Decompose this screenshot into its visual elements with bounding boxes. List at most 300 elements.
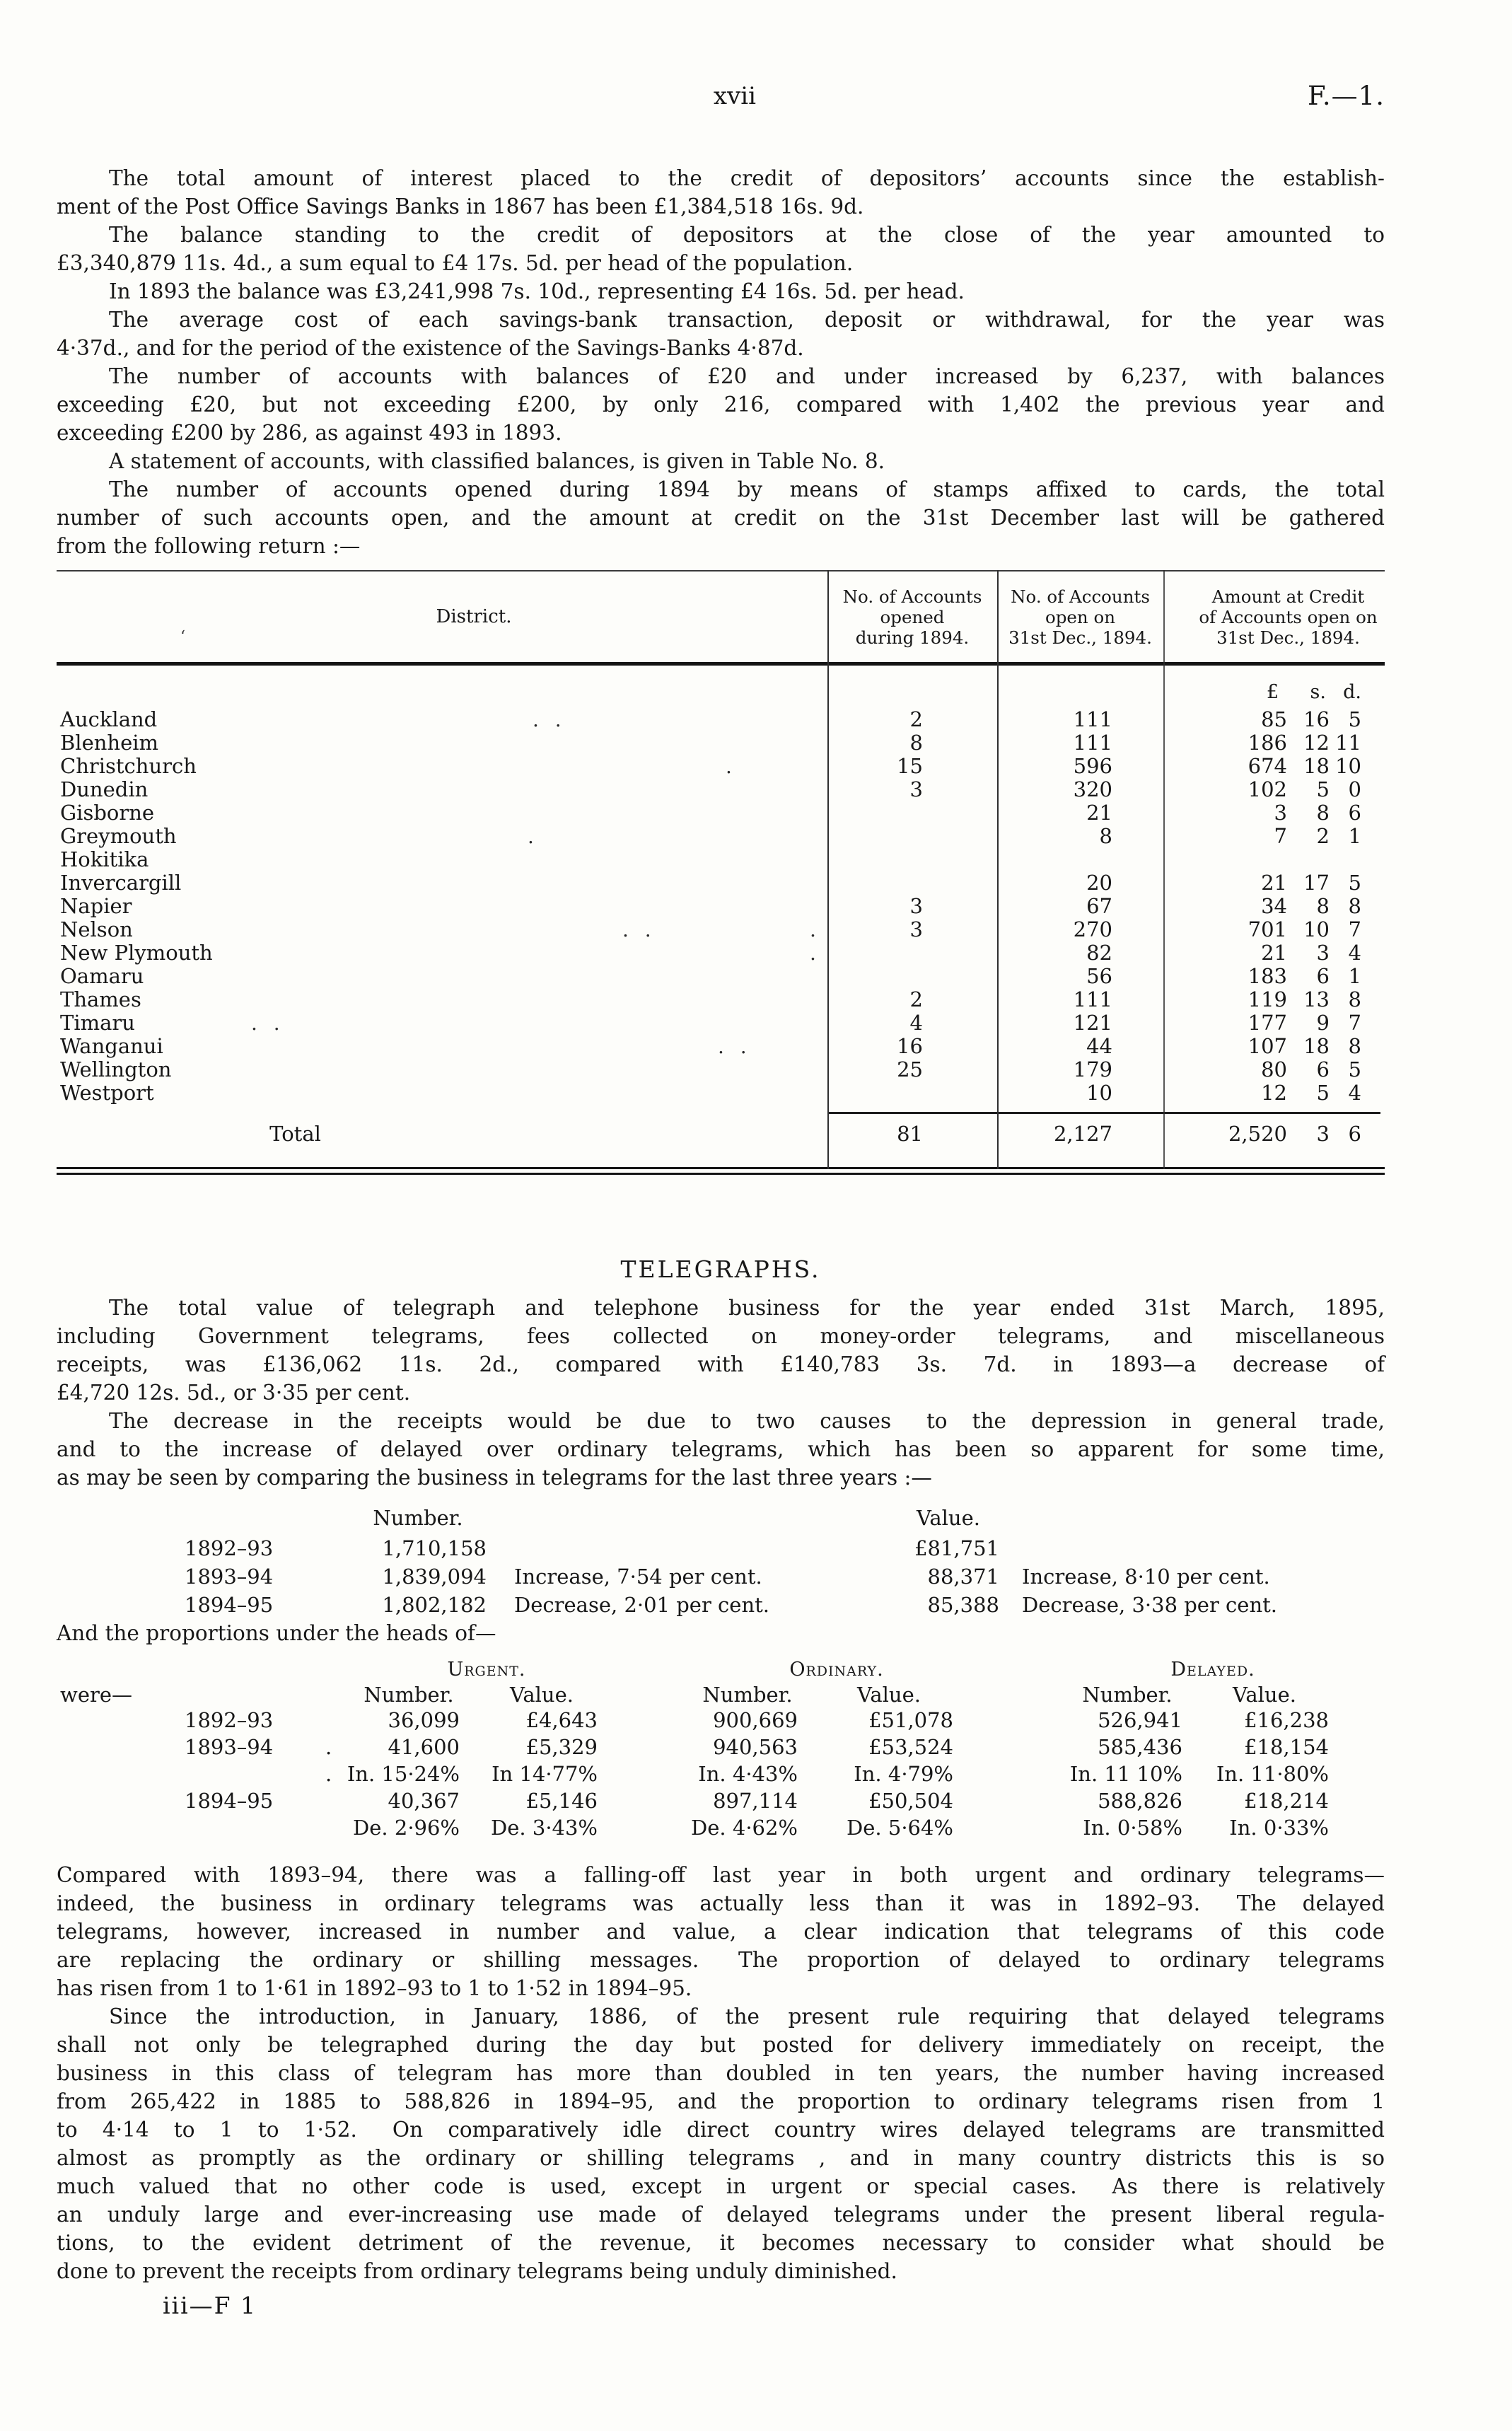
accounts-open-cell: [997, 848, 1163, 871]
text-line: business in this class of telegram has more than doubled in ten years, the number having increased: [57, 2061, 1385, 2085]
text-line: exceeding £200 by 286, as against 493 in 1893.: [57, 421, 562, 445]
leader-dots: . .: [533, 708, 566, 731]
table-row: [57, 895, 1385, 918]
number-header: Number.: [1082, 1683, 1173, 1707]
text-line: The number of accounts opened during 1894 by means of stamps affixed to cards, the total: [109, 477, 1385, 501]
accounts-opened-cell: [827, 941, 997, 965]
total-opened: 81: [897, 1122, 923, 1146]
district-cell: [57, 778, 827, 801]
value-amount: 85,388: [927, 1593, 999, 1617]
paragraph: [57, 475, 1385, 560]
text-line: number of such accounts open, and the amount at credit on the 31st December last will be gathered: [57, 506, 1385, 530]
year-label: 1894–95: [185, 1593, 274, 1617]
amount-cell: [1163, 871, 1385, 895]
district-name: Timaru: [60, 1011, 135, 1035]
delayed-value: £16,238: [1244, 1708, 1329, 1732]
three-year-row: [57, 1591, 1385, 1619]
pence-value: 7: [1348, 917, 1361, 941]
ordinary-value: £50,504: [868, 1789, 953, 1813]
urgent-value: £5,146: [525, 1789, 598, 1813]
year-label: [57, 1707, 339, 1734]
pence-value: 4: [1348, 1081, 1361, 1105]
year-label: [57, 1734, 339, 1786]
district-cell: [57, 1081, 827, 1105]
amount-cell: [1163, 895, 1385, 918]
urgent-value: De. 3·43%: [491, 1816, 598, 1840]
text-line: Since the introduction, in January, 1886, of the present rule requiring that delayed telegrams: [109, 2004, 1385, 2029]
proportions-row: [57, 1707, 1385, 1734]
accounts-open-cell: 270: [1073, 917, 1112, 941]
paragraph: [57, 164, 1385, 221]
text-line: The total value of telegraph and telephone business for the year ended 31st March, 1895,: [109, 1296, 1385, 1320]
urgent-number: 40,367: [388, 1789, 460, 1813]
header-line: open on: [1045, 606, 1116, 627]
three-year-table: [57, 1506, 1385, 1619]
currency-header-row: [57, 666, 1385, 708]
district-name: New Plymouth: [60, 941, 213, 965]
accounts-open-cell: 111: [1073, 707, 1112, 731]
three-year-row: [57, 1562, 1385, 1591]
proportions-row: [57, 1787, 1385, 1814]
proportions-sub-headers: [57, 1683, 1385, 1707]
urgent-value: In 14·77%: [492, 1762, 598, 1786]
paragraph: [57, 1294, 1385, 1407]
shillings-value: 5: [1316, 1081, 1330, 1105]
district-cell: [57, 895, 827, 918]
district-name: Napier: [60, 894, 132, 918]
stray-mark: ‘: [180, 627, 185, 646]
proportions-body: [57, 1707, 1385, 1841]
pence-value: 0: [1348, 777, 1361, 801]
district-cell: [57, 871, 827, 895]
shillings-value: 5: [1316, 777, 1330, 801]
proportions-group-headers: [57, 1659, 1385, 1683]
accounts-opened-cell: 25: [897, 1057, 923, 1081]
pounds-value: 674: [1248, 754, 1287, 778]
text-line: indeed, the business in ordinary telegrams was actually less than it was in 1892–93. The delayed: [57, 1891, 1385, 1915]
district-name: Wanganui: [60, 1034, 163, 1058]
delayed-number: 585,436: [1098, 1735, 1182, 1759]
value-header: Value.: [1233, 1683, 1296, 1707]
table-row: [57, 1081, 1385, 1105]
page-header: [57, 82, 1385, 119]
urgent-number: 41,600: [388, 1735, 460, 1759]
three-year-body: [57, 1534, 1385, 1619]
delayed-value: In. 0·33%: [1229, 1816, 1329, 1840]
table-row: [57, 708, 1385, 731]
shillings-value: 9: [1316, 1011, 1330, 1035]
ordinary-number: 900,669: [713, 1708, 798, 1732]
text-line: from 265,422 in 1885 to 588,826 in 1894–95, and the proportion to ordinary telegrams risen from 1: [57, 2089, 1385, 2113]
leader-dots: . .: [325, 1735, 337, 1786]
accounts-open-cell: 8: [1099, 824, 1112, 848]
telegraphs-paragraphs: [57, 1294, 1385, 1492]
amount-cell: [1163, 731, 1385, 755]
number-value: 1,839,094: [382, 1565, 487, 1589]
three-year-row: [57, 1534, 1385, 1562]
intro-paragraphs: [57, 164, 1385, 560]
leader-dots: . .: [251, 1011, 285, 1035]
table-row: [57, 1035, 1385, 1058]
accounts-opened-cell: 8: [909, 731, 923, 755]
text-line: In 1893 the balance was £3,241,998 7s. 10d., representing £4 16s. 5d. per head.: [109, 279, 965, 303]
text-line: and to the increase of delayed over ordinary telegrams, which has been so apparent for some time,: [57, 1437, 1385, 1461]
district-cell: [57, 988, 827, 1011]
pence-value: 6: [1348, 1122, 1361, 1146]
text-line: much valued that no other code is used, except in urgent or special cases. As there is relatively: [57, 2174, 1385, 2198]
text-line: shall not only be telegraphed during the day but posted for delivery immediately on receipt, the: [57, 2033, 1385, 2057]
text-line: The total amount of interest placed to the credit of depositors’ accounts since the establish-: [109, 166, 1385, 190]
pounds-value: 177: [1248, 1011, 1287, 1035]
proportions-row: [57, 1814, 1385, 1841]
paragraph: [57, 277, 1385, 306]
table-row: [57, 755, 1385, 778]
district-name: Wellington: [60, 1057, 172, 1081]
district-name: Invercargill: [60, 871, 182, 895]
pence-value: 11: [1335, 731, 1361, 755]
page-number: xvii: [713, 82, 757, 110]
ordinary-value: In. 4·79%: [854, 1762, 953, 1786]
proportions-row: [57, 1760, 1385, 1787]
table-row: [57, 965, 1385, 988]
year-text: 1892–93: [185, 1708, 274, 1732]
shillings-value: [1287, 848, 1330, 871]
accounts-open-cell: 21: [1086, 801, 1112, 825]
accounts-opened-cell: 15: [897, 754, 923, 778]
table-row: [57, 988, 1385, 1011]
delayed-value: In. 11·80%: [1216, 1762, 1329, 1786]
ordinary-number: 940,563: [713, 1735, 798, 1759]
accounts-open-cell: 82: [1086, 941, 1112, 965]
district-cell: [57, 965, 827, 988]
text-line: from the following return :—: [57, 534, 361, 558]
table-row: [57, 801, 1385, 825]
amount-cell: [1163, 801, 1385, 825]
column-header-amount: [1163, 586, 1385, 648]
value-note: Decrease, 3·38 per cent.: [1022, 1593, 1277, 1617]
text-line: The decrease in the receipts would be due to two causes to the depression in general trade,: [109, 1409, 1385, 1433]
pounds-value: 21: [1261, 941, 1287, 965]
ordinary-number: In. 4·43%: [698, 1762, 798, 1786]
ordinary-value: De. 5·64%: [847, 1816, 953, 1840]
table-row: [57, 941, 1385, 965]
ordinary-number: 897,114: [713, 1789, 798, 1813]
shillings-value: 13: [1303, 987, 1330, 1011]
table-row: [57, 871, 1385, 895]
number-note: Increase, 7·54 per cent.: [514, 1565, 762, 1589]
total-open: 2,127: [1053, 1122, 1112, 1146]
pence-value: 1: [1348, 964, 1361, 988]
accounts-opened-cell: 3: [909, 777, 923, 801]
shillings-value: 3: [1316, 941, 1330, 965]
total-separator-rule: [827, 1112, 1380, 1114]
text-line: 4·37d., and for the period of the existence of the Savings-Banks 4·87d.: [57, 336, 804, 360]
accounts-open-cell: 20: [1086, 871, 1112, 895]
leader-dots: .: [528, 825, 539, 848]
shillings-value: 12: [1303, 731, 1330, 755]
shillings-value: 8: [1316, 801, 1330, 825]
header-line: opened: [880, 606, 945, 627]
text-line: exceeding £20, but not exceeding £200, by only 216, compared with 1,402 the previous year and: [57, 393, 1385, 417]
pounds-header: £: [1266, 681, 1279, 703]
amount-cell: [1163, 941, 1385, 965]
pence-value: 5: [1348, 707, 1361, 731]
accounts-open-cell: 67: [1086, 894, 1112, 918]
doc-reference: F.—1.: [1308, 81, 1385, 111]
pence-value: 6: [1348, 801, 1361, 825]
pounds-value: 21: [1261, 871, 1287, 895]
accounts-open-cell: 44: [1086, 1034, 1112, 1058]
district-cell: [57, 731, 827, 755]
district-cell: [57, 755, 827, 778]
pounds-value: 701: [1248, 917, 1287, 941]
proportions-table: [57, 1659, 1385, 1841]
accounts-opened-cell: 2: [909, 707, 923, 731]
amount-cell: [1163, 708, 1385, 731]
accounts-open-cell: 10: [1086, 1081, 1112, 1105]
accounts-opened-cell: 3: [909, 917, 923, 941]
leader-dots: . .: [718, 1035, 752, 1058]
delayed-number: 588,826: [1098, 1789, 1182, 1813]
shillings-value: 16: [1303, 707, 1330, 731]
accounts-opened-cell: 4: [909, 1011, 923, 1035]
pence-value: 8: [1348, 987, 1361, 1011]
paragraph: [57, 2002, 1385, 2285]
pounds-value: 102: [1248, 777, 1287, 801]
paragraph: [57, 306, 1385, 362]
number-value: 1,710,158: [382, 1536, 487, 1560]
district-name: Gisborne: [60, 801, 155, 825]
pence-value: [1330, 848, 1361, 871]
shillings-value: 6: [1316, 1057, 1330, 1081]
district-name: Blenheim: [60, 731, 159, 755]
pounds-value: [1163, 848, 1287, 871]
year-label: [57, 1760, 339, 1787]
pounds-value: 186: [1248, 731, 1287, 755]
ordinary-value: £51,078: [868, 1708, 953, 1732]
urgent-number: De. 2·96%: [353, 1816, 460, 1840]
header-line: 31st Dec., 1894.: [1008, 627, 1152, 648]
section-heading-telegraphs: TELEGRAPHS.: [620, 1255, 821, 1283]
accounts-open-cell: 56: [1086, 964, 1112, 988]
amount-cell: [1163, 778, 1385, 801]
delayed-value: £18,214: [1244, 1789, 1329, 1813]
paragraph: [57, 447, 1385, 475]
leader-dots: . .: [810, 918, 821, 965]
amount-cell: [1163, 848, 1385, 871]
footer-signature: iii—F 1: [163, 2292, 257, 2319]
leader-dots: .: [726, 755, 737, 778]
year-label: [57, 1814, 339, 1841]
text-line: The average cost of each savings-bank transaction, deposit or withdrawal, for the year was: [109, 308, 1385, 332]
ordinary-value: £53,524: [868, 1735, 953, 1759]
district-name: Greymouth: [60, 824, 177, 848]
shillings-value: 6: [1316, 964, 1330, 988]
table-body: [57, 708, 1385, 1105]
paragraph: [57, 221, 1385, 277]
shillings-header: s.: [1310, 681, 1326, 703]
shillings-value: 8: [1316, 894, 1330, 918]
pounds-value: 119: [1248, 987, 1287, 1011]
pence-value: 1: [1348, 824, 1361, 848]
pounds-value: 80: [1261, 1057, 1287, 1081]
column-header-opened: [827, 586, 997, 648]
accounts-open-cell: 320: [1073, 777, 1112, 801]
amount-cell: [1163, 918, 1385, 941]
text-line: telegrams, however, increased in number and value, a clear indication that telegrams of this code: [57, 1920, 1385, 1944]
value-header: Value.: [510, 1683, 574, 1707]
accounts-opened-cell: [827, 965, 997, 988]
year-label: 1893–94: [185, 1565, 274, 1589]
amount-cell: [1163, 755, 1385, 778]
district-name: Dunedin: [60, 777, 149, 801]
table-vertical-rule: [1163, 570, 1165, 1169]
paragraph: [57, 1861, 1385, 2002]
district-name: Oamaru: [60, 964, 144, 988]
accounts-opened-cell: [827, 871, 997, 895]
value-amount: £81,751: [914, 1536, 999, 1560]
pounds-value: 85: [1261, 707, 1287, 731]
number-header: Number.: [364, 1683, 454, 1707]
urgent-number: In. 15·24%: [347, 1762, 460, 1786]
group-header-ordinary: Ordinary.: [789, 1659, 884, 1681]
column-header-open: [997, 586, 1163, 648]
accounts-open-cell: 121: [1073, 1011, 1112, 1035]
table-row: [57, 825, 1385, 848]
header-line: Amount at Credit: [1211, 586, 1365, 607]
value-header: Value.: [917, 1506, 980, 1530]
urgent-value: £5,329: [525, 1735, 598, 1759]
pounds-value: 183: [1248, 964, 1287, 988]
paragraph: [57, 1407, 1385, 1492]
district-cell: [57, 825, 827, 848]
text-line: The balance standing to the credit of depositors at the close of the year amounted to: [109, 223, 1385, 247]
table-header-row: [57, 572, 1385, 662]
accounts-opened-cell: [827, 848, 997, 871]
table-row: [57, 731, 1385, 755]
shillings-value: 18: [1303, 754, 1330, 778]
pence-value: 10: [1335, 754, 1361, 778]
delayed-value: £18,154: [1244, 1735, 1329, 1759]
ordinary-number: De. 4·62%: [691, 1816, 798, 1840]
total-amount: [1163, 1122, 1385, 1146]
shillings-value: 2: [1316, 824, 1330, 848]
table-vertical-rule: [827, 570, 829, 1169]
pounds-value: 107: [1248, 1034, 1287, 1058]
column-header-label: District.: [436, 605, 512, 627]
header-line: 31st Dec., 1894.: [1216, 627, 1360, 648]
district-name: Hokitika: [60, 847, 149, 871]
header-line: No. of Accounts: [842, 586, 982, 607]
table-vertical-rule: [997, 570, 999, 1169]
shillings-value: 17: [1303, 871, 1330, 895]
number-header: Number.: [373, 1506, 463, 1530]
year-text: 1894–95: [185, 1789, 274, 1813]
district-name: Nelson: [60, 917, 133, 941]
table-row: [57, 1011, 1385, 1035]
accounts-open-cell: 596: [1073, 754, 1112, 778]
pounds-value: 34: [1261, 894, 1287, 918]
table-bottom-rule: [57, 1167, 1385, 1175]
number-header: Number.: [702, 1683, 793, 1707]
pounds-value: 3: [1274, 801, 1287, 825]
district-cell: [57, 941, 827, 965]
year-label: [57, 1787, 339, 1814]
amount-cell: [1163, 1035, 1385, 1058]
text-line: an unduly large and ever-increasing use made of delayed telegrams under the present liberal regula-: [57, 2203, 1385, 2227]
urgent-value: £4,643: [525, 1708, 598, 1732]
district-cell: [57, 708, 827, 731]
proportions-lead-line: And the proportions under the heads of—: [57, 1621, 496, 1645]
text-line: tions, to the evident detriment of the revenue, it becomes necessary to consider what should be: [57, 2231, 1385, 2255]
number-note: Decrease, 2·01 per cent.: [514, 1593, 769, 1617]
pounds-value: 2,520: [1228, 1122, 1287, 1146]
pounds-value: 12: [1261, 1081, 1287, 1105]
number-value: 1,802,182: [382, 1593, 487, 1617]
text-line: has risen from 1 to 1·61 in 1892–93 to 1 to 1·52 in 1894–95.: [57, 1976, 692, 2000]
savings-table: [57, 570, 1385, 1175]
district-name: Auckland: [60, 707, 158, 731]
urgent-number: 36,099: [388, 1708, 460, 1732]
accounts-opened-cell: 3: [909, 894, 923, 918]
accounts-opened-cell: [827, 825, 997, 848]
accounts-opened-cell: [827, 1081, 997, 1105]
total-row: [57, 1122, 1385, 1146]
group-header-urgent: Urgent.: [447, 1659, 526, 1681]
value-amount: 88,371: [927, 1565, 999, 1589]
amount-cell: [1163, 825, 1385, 848]
district-cell: [57, 1058, 827, 1081]
leader-dots: . .: [622, 918, 656, 941]
total-label: Total: [269, 1122, 321, 1146]
amount-cell: [1163, 1058, 1385, 1081]
closing-paragraphs: [57, 1861, 1385, 2285]
text-line: A statement of accounts, with classified balances, is given in Table No. 8.: [109, 449, 885, 473]
table-row: [57, 848, 1385, 871]
column-header-district: [57, 605, 827, 646]
amount-cell: [1163, 988, 1385, 1011]
text-line: almost as promptly as the ordinary or shilling telegrams , and in many country districts this is so: [57, 2146, 1385, 2170]
accounts-opened-cell: 2: [909, 987, 923, 1011]
text-line: as may be seen by comparing the business in telegrams for the last three years :—: [57, 1466, 932, 1490]
district-cell: [57, 1035, 827, 1058]
year-text: 1893–94: [185, 1735, 274, 1759]
text-line: to 4·14 to 1 to 1·52. On comparatively idle direct country wires delayed telegrams are transmitted: [57, 2118, 1385, 2142]
pence-value: 5: [1348, 1057, 1361, 1081]
pence-value: 8: [1348, 894, 1361, 918]
header-line: during 1894.: [855, 627, 970, 648]
pence-value: 5: [1348, 871, 1361, 895]
value-header: Value.: [857, 1683, 921, 1707]
district-cell: [57, 1011, 827, 1035]
year-label: 1892–93: [185, 1536, 274, 1560]
district-name: Thames: [60, 987, 141, 1011]
text-line: including Government telegrams, fees collected on money-order telegrams, and miscellaneous: [57, 1324, 1385, 1348]
header-line: of Accounts open on: [1199, 606, 1378, 627]
text-line: done to prevent the receipts from ordinary telegrams being unduly diminished.: [57, 2259, 897, 2283]
amount-cell: [1163, 1011, 1385, 1035]
were-label: were—: [60, 1683, 133, 1707]
pounds-value: 7: [1274, 824, 1287, 848]
accounts-open-cell: 111: [1073, 731, 1112, 755]
header-line: No. of Accounts: [1011, 586, 1150, 607]
pence-value: 4: [1348, 941, 1361, 965]
number-note: [487, 1534, 868, 1562]
district-name: Westport: [60, 1081, 154, 1105]
table-row: [57, 778, 1385, 801]
text-line: are replacing the ordinary or shilling messages. The proportion of delayed to ordinary telegrams: [57, 1948, 1385, 1972]
district-cell: [57, 848, 827, 871]
